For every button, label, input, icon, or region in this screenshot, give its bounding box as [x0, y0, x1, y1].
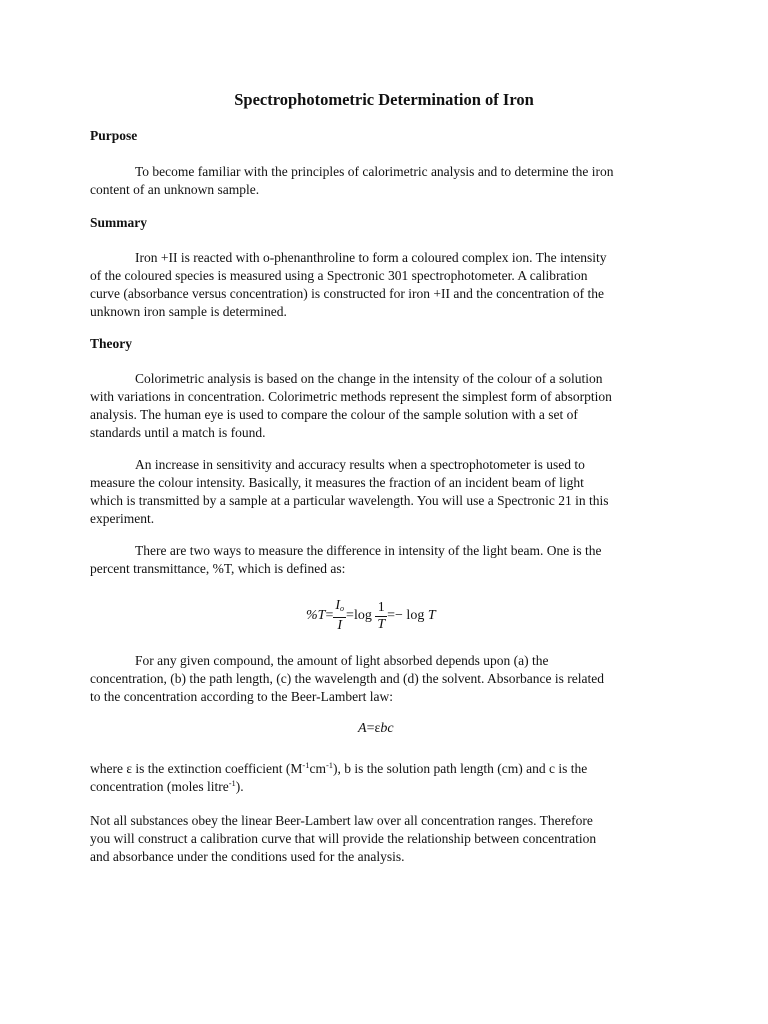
theory-paragraph-1: [90, 370, 638, 442]
eq-log: log: [353, 608, 372, 624]
text-run: cm: [309, 761, 326, 776]
text-line: curve (absorbance versus concentration) is constructed for iron +II and the concentration of the: [90, 286, 605, 301]
text-line: To become familiar with the principles of calorimetric analysis and to determine the iron: [135, 164, 614, 179]
text-line: experiment.: [90, 511, 155, 526]
text-run: where ε is the extinction coefficient (M: [90, 761, 303, 776]
eq-fraction-io-over-i: [333, 598, 346, 634]
theory-paragraph-2: [90, 456, 638, 528]
eq-numerator: I: [335, 598, 341, 613]
eq-denominator: T: [377, 616, 386, 632]
text-line: with variations in concentration. Colorimetric methods represent the simplest form of absorption: [90, 389, 612, 404]
text-line: Not all substances obey the linear Beer-Lambert law over all concentration ranges. Therefore: [90, 813, 593, 828]
text-line: measure the colour intensity. Basically, it measures the fraction of an incident beam of light: [90, 475, 584, 490]
theory-paragraph-3: [90, 542, 638, 578]
eq-equals: =: [387, 608, 396, 624]
text-run: ).: [235, 779, 244, 794]
text-line: content of an unknown sample.: [90, 182, 260, 197]
superscript: -1: [325, 760, 334, 770]
text-line: you will construct a calibration curve that will provide the relationship between concentration: [90, 831, 597, 846]
theory-heading: Theory: [90, 336, 132, 351]
eq-epsilon: ε: [374, 721, 381, 736]
text-line: For any given compound, the amount of light absorbed depends upon (a) the: [135, 653, 549, 668]
eq-lhs: A: [358, 721, 367, 736]
eq-fraction-one-over-t: [375, 600, 387, 633]
beer-lambert-equation: [358, 721, 394, 737]
purpose-paragraph: [90, 163, 638, 199]
purpose-heading: Purpose: [90, 128, 138, 143]
superscript: -1: [302, 760, 310, 770]
text-line: percent transmittance, %T, which is defined as:: [90, 561, 346, 576]
text-line: [90, 760, 638, 778]
text-line: analysis. The human eye is used to compare the colour of the sample solution with a set of: [90, 407, 578, 422]
text-run: concentration (moles litre: [90, 779, 229, 794]
summary-heading: Summary: [90, 215, 147, 230]
text-line: [90, 778, 638, 796]
text-line: to the concentration according to the Beer-Lambert law:: [90, 689, 393, 704]
theory-paragraph-5: [90, 760, 638, 796]
text-line: standards until a match is found.: [90, 425, 266, 440]
text-line: and absorbance under the conditions used for the analysis.: [90, 849, 405, 864]
text-run: ), b is the solution path length (cm) and c is the: [333, 761, 588, 776]
eq-equals: =: [325, 608, 334, 624]
eq-equals: =: [366, 721, 375, 736]
superscript: -1: [228, 778, 236, 788]
eq-negative-log: − log: [395, 608, 425, 624]
eq-numerator-subscript: o: [340, 604, 345, 613]
text-line: concentration, (b) the path length, (c) the wavelength and (d) the solvent. Absorbance is related: [90, 671, 604, 686]
document-title: Spectrophotometric Determination of Iron: [234, 90, 534, 109]
summary-paragraph: [90, 249, 638, 321]
text-line: There are two ways to measure the difference in intensity of the light beam. One is the: [135, 543, 602, 558]
theory-paragraph-6: [90, 812, 638, 866]
text-line: unknown iron sample is determined.: [90, 304, 287, 319]
text-line: An increase in sensitivity and accuracy results when a spectrophotometer is used to: [135, 457, 585, 472]
eq-variable-t: T: [427, 608, 436, 624]
transmittance-equation: [306, 598, 436, 634]
eq-equals: =: [346, 608, 354, 624]
text-line: which is transmitted by a sample at a particular wavelength. You will use a Spectronic 21 in this: [90, 493, 609, 508]
eq-denominator: I: [337, 618, 343, 633]
eq-lhs: %T: [306, 608, 326, 624]
text-line: Colorimetric analysis is based on the change in the intensity of the colour of a solution: [135, 371, 603, 386]
text-line: Iron +II is reacted with o-phenanthroline to form a coloured complex ion. The intensity: [135, 250, 607, 265]
eq-numerator: 1: [375, 600, 387, 617]
theory-paragraph-4: [90, 652, 638, 706]
text-line: of the coloured species is measured using a Spectronic 301 spectrophotometer. A calibration: [90, 268, 588, 283]
eq-rhs: bc: [380, 721, 394, 736]
